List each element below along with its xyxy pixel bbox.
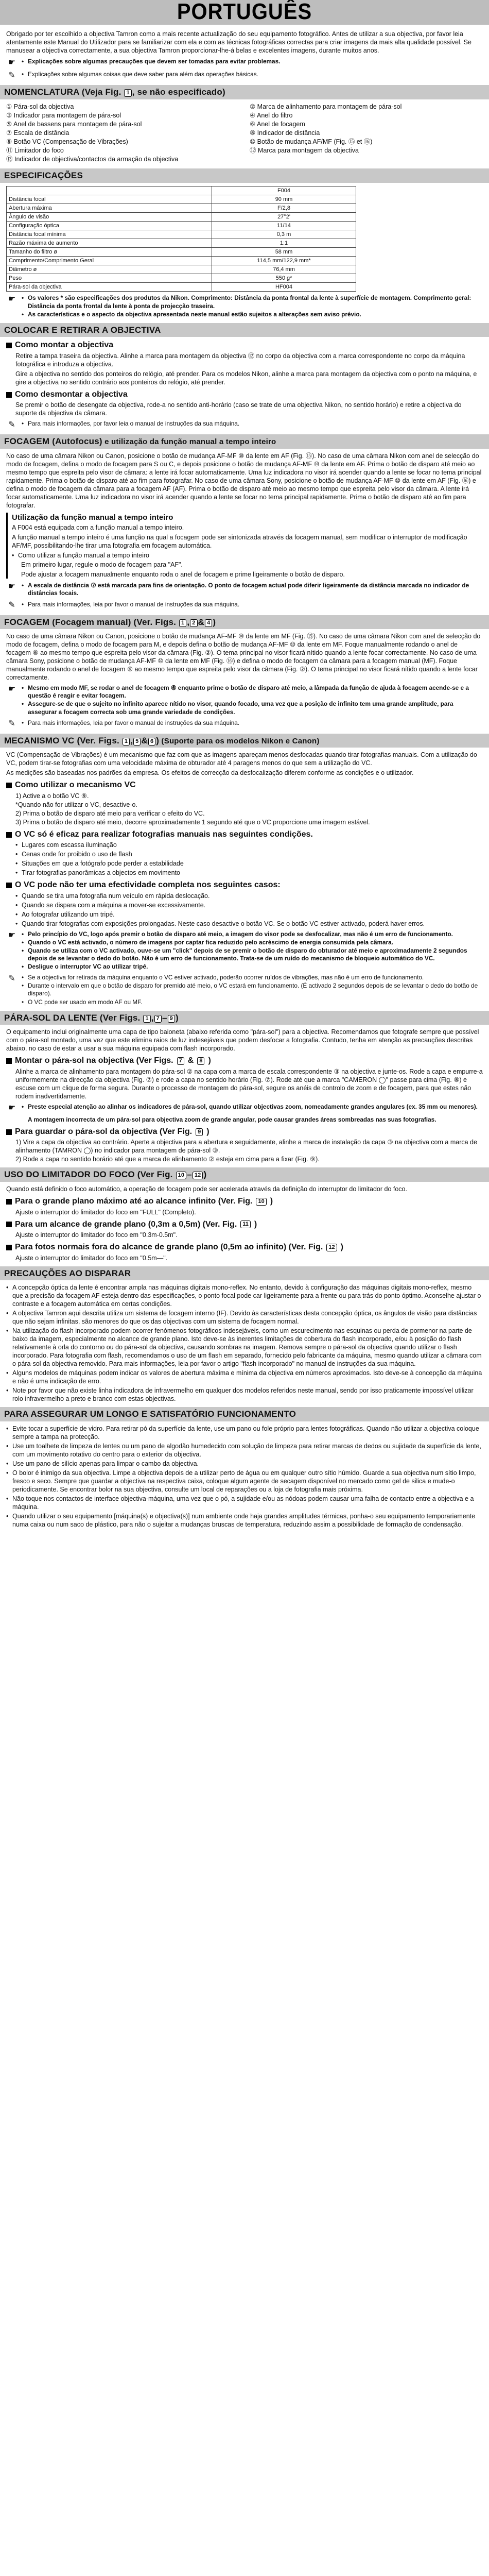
part-item: ③ Indicador para montagem de pára-sol xyxy=(6,111,121,119)
fig-badge: 1 xyxy=(124,89,131,97)
list-item: • A concepção óptica da lente é encontrar ampla nas máquinas digitais mono-reflex. No entanto, devido à configuração das máquinas digitais mono-reflex, mesmo que a precisão da focagem AF esteja dentro das especificações, o ponto focal pode car ligeiramente para a frente ou para trás do ponto óptimo. Aconselhe ajustar o contraste e a focagem automática em certas condições. xyxy=(6,1283,483,1308)
spec-notes xyxy=(6,294,483,318)
unmount-text: Se premir o botão de desengate da objectiva, rode-a no sentido anti-horário (caso se trate de uma objectiva Nikon, no sentido horário) e retire a objectiva do suporte da objectiva da câmara. xyxy=(15,401,462,417)
list-item: • A objectiva Tamron aqui descrita utiliza um sistema de focagem interno (IF). Devido às características desta concepção óptica, os ângulos de visão para distâncias que não sejam infinitas, são menores do que os das objectivas com um sistema de focagem normal. xyxy=(6,1309,483,1326)
spec-value: 114,5 mm/122,9 mm* xyxy=(212,257,356,265)
table-row xyxy=(7,204,356,212)
caution-hand-icon: ☛ xyxy=(8,1103,16,1112)
precautions-list xyxy=(6,1283,483,1403)
fig-badge: 1 xyxy=(123,738,130,745)
hood-text: O equipamento inclui originalmente uma capa de tipo baioneta (abaixo referida como "pára-sol") para a objectiva. Recomendamos que fotografe sempre que possível com o pára-sol montado, uma vez que este elimina raios de luz indesejáveis que podem desfocar a fotografia. Contudo, tenha em atenção as precauções descritas abaixo, no caso de estar a usar a sua máquina equipada com flash incorporado. xyxy=(6,1028,479,1053)
fig-badge: 10 xyxy=(256,1198,266,1206)
section-focus-limiter: USO DO LIMITADOR DO FOCO (Ver Fig. 10 – 12 ) xyxy=(0,1167,489,1182)
memo-pencil-icon: ✎ xyxy=(8,71,15,80)
attach-note: ✎ • Para mais informações, por favor leia o manual de instruções da sua máquina. xyxy=(6,420,483,430)
bullet-square-icon xyxy=(6,392,12,398)
manual-page: PORTUGUÊS Obrigado por ter escolhido a objectiva Tamron como a mais recente actualização do seu equipamento fotográfico. Antes de utilizar a sua objectiva, por favor leia atentamente este Manual do Utilizador para se familiarizar com ela e com as técnicas fotográficas correctas para criar imagens da mais alta qualidade possível. Se manusear a objectiva correctamente, a sua objectiva Tamron proporcionar-lhe-á belas e excelentes imagens, durante muitos anos. ☛ • Explicações sobre algumas precauções que devem ser tomadas para evitar problemas. ✎ • Explicações sobre algumas coisas que deve saber para além das operações básicas. NOMENCLATURA (Veja Fig. 1 , se não especificado) ① Pára-sol da objectiva ③ Indicador para montagem de pára-sol ⑤ Anel de bassens para montagem de pára-sol ⑦ Escala de distância ⑨ Botão VC (Compensação de Vibrações) ⑪ Limitador do foco ⑬ Indicador de objectiva/contactos da armação da objectiva ② Marca de alinhamento para montagem de pára-sol ④ Anel do filtro ⑥ Anel de focagem ⑧ Indicador de distância ⑩ Botão de mudança AF/MF (Fig. ⑮ et ⑯) ⑫ Marca para montagem da objectiva ESPECIFICAÇÕES F004 Distância focal 90 mm Abertura máxima F/2,8 Ângulo de visão 27°2' Configuração óptica 11/14 Distância focal mínima 0,3 m Razão máxima de aumento 1:1 Tamanho do filtro ø 58 mm Comprimento/Comprimento Geral 114,5 mm/122,9 mm* Diâmetro ø 76,4 mm Peso 550 g* Pára-sol da objectiva HF004 ☛ • Os valores * são especificações dos produtos da Nikon. Comprimento: Distância da ponta frontal da lente à superfície de montagem. Comprimento geral: Distância da ponta frontal da lente à ponta de projecção traseira. • As características e o aspecto da objectiva apresentada neste manual estão sujeitos a alterações sem aviso prévio. COLOCAR E RETIRAR A OBJECTIVA Como montar a objectiva Retire a tampa traseira da objectiva. Alinhe a marca para montagem da objectiva ⑫ no corpo da objectiva com a marca correspondente no corpo da máquina fotográfica e introduza a objectiva. Gire a objectiva no sentido dos ponteiros do relógio, até prender. Para os modelos Nikon, alinhe a marca para montagem da objectiva com o ponto na máquina, e gire a objectiva no sentido contrário aos ponteiros do relógio, até prender. Como desmontar a objectiva Se premir o botão de desengate da objectiva, rode-a no sentido anti-horário (caso se trate de uma objectiva Nikon, no sentido horário) e retire a objectiva do suporte da objectiva da câmara. ✎ • Para mais informações, por favor leia o manual de instruções da sua máquina. FOCAGEM (Autofocus) e utilização da função manual a tempo inteiro No caso de uma câmara Nikon ou Canon, posicione o botão de mudança AF-MF ⑩ da lente em AF (Fig. ⑮). No caso de uma câmara Nikon com anel de selecção do modo de focagem, defina o modo de focagem para S ou C, e depois posicione o botão de mudança AF-MF ⑩ da lente em AF. Prima o botão de disparo até meio ao mesmo tempo que espreita pelo visor de câmara: a lente irá focar automaticamente. Uma luz indicadora no visor irá acender quando a lente se focar no tema principal rapidamente. Prima o botão de disparo até ao fim para fotografar. No caso de uma câmara Sony, posicione o botão de mudança AF-MF ⑩ da lente em AF (Fig. ⑯) e defina o modo de focagem da câmara para a focagem AF (AF). Prima o botão de disparo até meio ao mesmo tempo que espreita pelo visor da câmara. A lente irá focar automaticamente. Uma luz indicadora no visor irá acender quando a lente se focar no tema principal rapidamente. Prima o botão de disparo até ao fim para fotografar. Utilização da função manual a tempo inteiro A F004 está equipada com a função manual a tempo inteiro. A função manual a tempo inteiro é uma função na qual a focagem pode ser sintonizada através da focagem manual, sem modificar o interruptor de modificação AF/MF, possibilitando-lhe tirar uma fotografia em focagem automática. • Como utilizar a função manual a tempo inteiro Em primeiro lugar, regule o modo de focagem para "AF". Pode ajustar a focagem manualmente enquanto roda o anel de focagem e prime ligeiramente o botão de disparo. ☛ • A escala de distância ⑦ está marcada para fins de orientação. O ponto de focagem actual pode diferir ligeiramente da distância marcada no indicador de distâncias focais. ✎ • Para mais informações, leia por favor o manual de instruções da sua máquina. FOCAGEM (Focagem manual) (Ver. Figs. 1 , 2 & 4 ) No caso de uma câmara Nikon ou Canon, posicione o botão de mudança AF-MF ⑩ da lente em MF (Fig. ⑮). No caso de uma câmara Nikon com anel de selecção do modo de focagem, defina o modo de focagem para M, e depois defina o botão de mudança AF-MF ⑩ da lente em MF. Foque manualmente rodando o anel de focagem ⑥ ao mesmo tempo que espreita pelo visor da câmara (Fig. ②). O tema principal no visor ficará nítido quando a lente focar correctamente. No caso de uma câmara Sony, posicione o botão de mudança AF-MF ⑩ da lente em MF (Fig. ⑯) e defina o modo de focagem da câmara para a focagem manual (MF). Foque manualmente rodando o anel de focagem ⑥ ao mesmo tempo que espreita pelo visor da câmara (Fig. ②). O tema principal no visor ficará nítido quando a lente focar correctamente. ☛ • Mesmo em modo MF, se rodar o anel de focagem ⑥ enquanto prime o botão de disparo até meio, a lâmpada da função de ajuda à focagem acende-se e a questão é reagir e evitar focagem. • Assegure-se de que o sujeito no infinito aparece nítido no visor, quando focado, uma vez que a posição de infinito tem uma grande amplitude, para assegurar a focagem correcta sob uma grande variedade de condições. ✎ • Para mais informações, leia por favor o manual de instruções da sua máquina. MECANISMO VC (Ver. Figs. 1 , 5 & 6 ) (Suporte para os modelos Nikon e Canon) VC (Compensação de Vibrações) é um mecanismo que faz com que as imagens apareçam menos desfocadas quando tirar fotografias manuais. Com a utilização do VC, podem tirar-se fotografias com uma velocidade máxima de obturador até 4 paragens menos do que sem a utilização do VC. As medições são baseadas nos padrões da empresa. Os efeitos de correcção da desfocalização diferem conforme as condições e o utilizador. Como utilizar o mecanismo VC 1) Active a o botão VC ⑨. *Quando não for utilizar o VC, desactive-o. 2) Prima o botão de disparo até meio para verificar o efeito do VC. 3) Prima o botão de disparo até meio, decorre aproximadamente 1 segundo até que o VC proporcione uma imagem estável. O VC só é eficaz para realizar fotografias manuais nas seguintes condições. • Lugares com escassa iluminação • Cenas onde for proibido o uso de flash • Situações em que a fotógrafo pode perder a estabilidade • Tirar fotografias panorâmicas a objectos em movimento O VC pode não ter uma efectividade completa nos seguintes casos: • Quando se tira uma fotografia num veículo em rápida deslocação. • Quando se dispara com a máquina a mover-se excessivamente. • Ao fotografar utilizando um tripé. • Quando tirar fotografias com exposições prolongadas. Neste caso desactive o botão VC. Se o botão VC estiver activado, poderá haver erros. ☛ • Pelo princípio do VC, logo após premir o botão de disparo até meio, a imagem do visor pode se desfocalizar, mas não é um erro de funcionamento. • Quando o VC está activado, o número de imagens por captar fica reduzido pelo acréscimo de energia consumida pela câmara. • Quando se utiliza com o VC activado, ouve-se um "click" depois de se premir o botão de disparo do obturador até meio e aproximadamente 2 segundos depois de se levantar o dedo do botão. Não é um erro de funcionamento. Trata-se de um ruído do mecanismo de bloqueio automático do VC. • Desligue o interruptor VC ao utilizar tripé. ✎ • Se a objectiva for retirada da máquina enquanto o VC estiver activado, poderão ocorrer ruídos de vibrações, mas não é um erro de funcionamento. • Durante o intervalo em que o botão de disparo for premido até meio, o VC estará em funcionamento. (É activado 2 segundos depois de se levantar o dedo do botão de disparo). • O VC pode ser usado em modo AF ou MF. PÁRA-SOL DA LENTE (Ver Figs. 1 , 7 – 9 ) O equipamento inclui originalmente uma capa de tipo baioneta (abaixo referida como "pára-sol") para a objectiva. Recomendamos que fotografe sempre que possível com o pára-sol montado, uma vez que este elimina raios de luz indesejáveis que podem desfocar a fotografia. Contudo, tenha em atenção as precauções descritas abaixo, no caso de estar a usar a sua máquina equipada com flash incorporado. Montar o pára-sol na objectiva (Ver Figs. 7 & 8 ) Alinhe a marca de alinhamento para montagem do pára-sol ② na capa com a marca de escala correspondente ③ na objectiva e junte-os. Rode a capa e empurre-a uniformemente na direcção da objectiva (Fig. ⑦) e rode a capa no sentido horário (Fig. ⑦). Rode até que a marca "CAMERON ◯" passe para cima (Fig. ⑧) e escuse com um clique de forma segura. Durante o processo de montagem do pára-sol, segure os anéis de controlo de zoom e de focagem, para que estes não rodem inadvertidamente. ☛ • Preste especial atenção ao alinhar os indicadores de pára-sol, quando utilizar objectivas zoom, nomeadamente grandes angulares (ex. 35 mm ou menores). A montagem incorrecta de um pára-sol para objectiva zoom de grande angular, pode causar grandes áreas sombreadas nas suas fotografias. Para guardar o pára-sol da objectiva (Ver Fig. 9 ) 1) Vire a capa da objectiva ao contrário. Aperte a objectiva para a abertura e seguidamente, alinhe a marca de instalação da capa ③ na objectiva com a marca de alinhamento (TAMRON ◯) no indicador para montagem de pára-sol ③. 2) Rode a capa no sentido horário até que a marca de alinhamento ② esteja em cima para a fixar (Fig. ⑨). USO DO LIMITADOR DO FOCO (Ver Fig. 10 – 12 ) Quando está definido o foco automático, a operação de focagem pode ser acelerada através da definição do interruptor do limitador do foco. Para o grande plano máximo até ao alcance infinito (Ver. Fig. 10 ) Ajuste o interruptor do limitador do foco em "FULL" (Completo). Para um alcance de grande plano (0,3m a 0,5m) (Ver. Fig. 11 ) Ajuste o interruptor do limitador do foco em "0.3m-0.5m". Para fotos normais fora do alcance de grande plano (0,5m ao infinito) (Ver. Fig. 12 ) Ajuste o interruptor do limitador do foco em "0.5m—". PRECAUÇÕES AO DISPARAR • A concepção óptica da lente é encontrar ampla nas máquinas digitais mono-reflex. No entanto, devido à configuração das máquinas digitais mono-reflex, mesmo que a precisão da focagem AF esteja dentro das especificações, o ponto focal pode car ligeiramente para a frente ou para trás do ponto óptimo. Aconselhe ajustar o contraste e a focagem automática em certas condições. • A objectiva Tamron aqui descrita utiliza um sistema de focagem interno (IF). Devido às características desta concepção óptica, os ângulos de visão para distâncias que não sejam infinitas, são menores do que os das objectivas com um sistema de focagem normal. • Na utilização do flash incorporado podem ocorrer fenómenos fotográficos indesejáveis, como um escurecimento nas esquinas ou perda de pormenor na parte de baixo da imagem, especialmente no alcance de grande plano. Isto deve-se às inerentes limitações de cobertura do flash incorporado, e/ou à posição do flash relativamente à orla do contorno ou do pára-sol da objectiva, causando sombras na imagem. Remova sempre o pára-sol da objectiva quando utilizar o flash incorporado. Para fotografia com flash, recomendamos o uso de um flash em separado, fornecido pelo fabricante da máquina, mesmo quando utilizar a câmara com o pára-sol da objectiva removido. Para mais informações, leia por favor o artigo "flash incorporado" no manual de instruções da sua máquina. • Alguns modelos de máquinas podem indicar os valores de abertura máxima e mínima da objectiva em números aproximados. Isto deve-se à concepção da máquina e não é uma indicação de erro. • Note por favor que não existe linha indicadora de infravermelho em qualquer dos modelos referidos neste manual, sendo por isso praticamente impossível utilizar rolo infravermelho a preto e branco com estas objectivas. PARA ASSEGURAR UM LONGO E SATISFATÓRIO FUNCIONAMENTO • Evite tocar a superfície de vidro. Para retirar pó da superfície da lente, use um pano ou fole próprio para lentes fotográficas. Quando não utilizar a objectiva coloque sempre a tampa na protecção. • Use um toalhete de limpeza de lentes ou um pano de algodão humedecido com solução de limpeza para retirar marcas de dedos ou sujidade da superfície da lente, com um movimento rotativo do centro para o exterior da objectiva. • Use um pano de silício apenas para limpar o cambo da objectiva. • O bolor é inimigo da sua objectiva. Limpe a objectiva depois de a utilizar perto de água ou em qualquer outro sítio húmido. Guarde a sua objectiva num sítio limpo, fresco e seco. Sempre que guardar a objectiva na respectiva caixa, coloque algum agente de secagem disponível no mercado como gel de silica e mude-o periodicamente. Se encontrar bolor na sua objectiva, consulte um local de reparações ou a loja de fotografia mais próxima. • Não toque nos contactos de interface objectiva-máquina, uma vez que o pó, a sujidade e/ou as nódoas podem causar uma falha de contacto entre a objectiva e a máquina. • Quando utilizar o seu equipamento [máquina(s) e objectiva(s)] num ambiente onde haja grandes amplitudes térmicas, ponha-o seu equipamento temporariamente numa caixa ou num saco de plástico, para não o sujeitar a mudanças bruscas de temperatura, reduzindo assim a possibilidade de formação de condensação. xyxy=(0,0,489,1540)
table-row xyxy=(7,212,356,221)
mount-text-2: Gire a objectiva no sentido dos ponteiros do relógio, até prender. Para os modelos Nikon, alinhe a marca para montagem da objectiva com o ponto na máquina, e gire a objectiva no sentido contrário aos ponteiros do relógio, até prender. xyxy=(15,370,477,386)
list-item: • Quando utilizar o seu equipamento [máquina(s) e objectiva(s)] num ambiente onde haja grandes amplitudes térmicas, ponha-o seu equipamento temporariamente numa caixa ou num saco de plástico, para não o sujeitar a mudanças bruscas de temperatura, reduzindo assim a possibilidade de formação de condensação. xyxy=(6,1512,483,1529)
bullet-square-icon xyxy=(6,783,12,788)
mount-heading: Como montar a objectiva xyxy=(6,340,483,350)
table-row xyxy=(7,274,356,283)
part-item: ⑬ Indicador de objectiva/contactos da armação da objectiva xyxy=(6,155,179,163)
vc-text: VC (Compensação de Vibrações) é um mecanismo que faz com que as imagens apareçam menos desfocadas quando tirar fotografias manuais. Com a utilização do VC, podem tirar-se fotografias com uma velocidade máxima de obturador até 4 paragens menos do que sem a utilização do VC. xyxy=(6,751,477,767)
section-autofocus: FOCAGEM (Autofocus) e utilização da função manual a tempo inteiro xyxy=(0,434,489,449)
spec-value: 27°2' xyxy=(212,212,356,221)
spec-value: 90 mm xyxy=(212,195,356,204)
fulltime-title: Utilização da função manual a tempo inteiro xyxy=(12,513,173,522)
bullet-square-icon xyxy=(6,1199,12,1205)
hood-note-2: A montagem incorrecta de um pára-sol para objectiva zoom de grande angular, pode causar grandes áreas sombreadas nas suas fotografias. xyxy=(28,1115,436,1123)
table-row xyxy=(7,283,356,292)
bullet-square-icon xyxy=(6,883,12,888)
memo-pencil-icon: ✎ xyxy=(8,601,15,610)
hood-mount-heading: Montar o pára-sol na objectiva (Ver Figs. 7 & 8 ) xyxy=(6,1056,483,1066)
intro-text: Obrigado por ter escolhido a objectiva Tamron como a mais recente actualização do seu equipamento fotográfico. Antes de utilizar a sua objectiva, por favor leia atentamente este Manual do Utilizador para se familiarizar com ela e com as técnicas fotográficas correctas para criar imagens da mais alta qualidade possível. Se manusear a objectiva correctamente, a sua objectiva Tamron proporcionar-lhe-á belas e excelentes imagens, durante muitos anos. xyxy=(6,30,471,54)
section-precautions: PRECAUÇÕES AO DISPARAR xyxy=(0,1266,489,1281)
fig-badge: 1 xyxy=(179,619,186,627)
fig-badge: 12 xyxy=(193,1172,203,1179)
section-title: NOMENCLATURA (Veja Fig. xyxy=(4,87,121,97)
vc-effective-heading: O VC só é eficaz para realizar fotografias manuais nas seguintes condições. xyxy=(6,829,483,840)
spec-value: 58 mm xyxy=(212,248,356,257)
spec-value: 76,4 mm xyxy=(212,265,356,274)
table-row xyxy=(7,257,356,265)
limiter-text: Quando está definido o foco automático, a operação de focagem pode ser acelerada através da definição do interruptor do limitador do foco. xyxy=(6,1185,407,1193)
part-item: ① Pára-sol da objectiva xyxy=(6,103,74,110)
section-care: PARA ASSEGURAR UM LONGO E SATISFATÓRIO FUNCIONAMENTO xyxy=(0,1407,489,1421)
fig-badge: 5 xyxy=(133,738,141,745)
bullet-square-icon xyxy=(6,832,12,838)
spec-label: Ângulo de visão xyxy=(7,212,212,221)
part-item: ④ Anel do filtro xyxy=(250,111,293,119)
mount-text: Retire a tampa traseira da objectiva. Alinhe a marca para montagem da objectiva ⑫ no corpo da objectiva com a marca correspondente no corpo da máquina fotográfica e introduza a objectiva. xyxy=(15,352,465,368)
memo-pencil-icon: ✎ xyxy=(8,420,15,430)
info-note xyxy=(6,71,483,81)
spec-value: 11/14 xyxy=(212,221,356,230)
fig-badge: 8 xyxy=(197,1057,204,1065)
vc-not-effective-heading: O VC pode não ter uma efectividade completa nos seguintes casos: xyxy=(6,880,483,890)
spec-value: 550 g* xyxy=(212,274,356,283)
table-row xyxy=(7,221,356,230)
part-item: ⑤ Anel de bassens para montagem de pára-sol xyxy=(6,120,142,128)
list-item: • O bolor é inimigo da sua objectiva. Limpe a objectiva depois de a utilizar perto de água ou em qualquer outro sítio húmido. Guarde a sua objectiva num sítio limpo, fresco e seco. Sempre que guardar a objectiva na respectiva caixa, coloque algum agente de secagem disponível no mercado como gel de silica e mude-o periodicamente. Se encontrar bolor na sua objectiva, consulte um local de reparações ou a loja de fotografia mais próxima. xyxy=(6,1469,483,1494)
spec-label: Peso xyxy=(7,274,212,283)
bullet-square-icon xyxy=(6,1058,12,1064)
table-row xyxy=(7,230,356,239)
part-item: ⑪ Limitador do foco xyxy=(6,146,64,154)
caution-note xyxy=(6,58,483,68)
section-attach xyxy=(0,323,489,337)
fig-badge: 2 xyxy=(190,619,197,627)
parts-list xyxy=(6,103,483,164)
limiter-item-heading: Para um alcance de grande plano (0,3m a 0,5m) (Ver. Fig. 11 ) xyxy=(6,1219,483,1230)
section-specs xyxy=(0,168,489,183)
spec-note: • As características e o aspecto da objectiva apresentada neste manual estão sujeitos a alterações sem aviso prévio. xyxy=(22,311,483,318)
spec-table xyxy=(6,186,356,292)
af-text: No caso de uma câmara Nikon ou Canon, posicione o botão de mudança AF-MF ⑩ da lente em AF (Fig. ⑮). No caso de uma câmara Nikon com anel de selecção do modo de focagem, defina o modo de focagem para S ou C, e depois posicione o botão de mudança AF-MF ⑩ da lente em AF. Prima o botão de disparo até meio ao mesmo tempo que espreita pelo visor de câmara: a lente irá focar automaticamente. Uma luz indicadora no visor irá acender quando a lente se focar no tema principal rapidamente. Prima o botão de disparo até ao fim para fotografar. No caso de uma câmara Sony, posicione o botão de mudança AF-MF ⑩ da lente em AF (Fig. ⑯) e defina o modo de focagem da câmara para a focagem AF (AF). Prima o botão de disparo até meio ao mesmo tempo que espreita pelo visor da câmara. A lente irá focar automaticamente. Uma luz indicadora no visor irá acender quando a lente se focar no tema principal rapidamente. Prima o botão de disparo até ao fim para fotografar. xyxy=(6,452,482,510)
spec-label: Tamanho do filtro ø xyxy=(7,248,212,257)
spec-note: • Os valores * são especificações dos produtos da Nikon. Comprimento: Distância da ponta frontal da lente à superfície de montagem. Comprimento geral: Distância da ponta frontal da lente à ponta de projecção traseira. xyxy=(22,294,483,310)
fig-badge: 12 xyxy=(326,1244,337,1251)
spec-label: Configuração óptica xyxy=(7,221,212,230)
af-note-info: ✎ • Para mais informações, leia por favor o manual de instruções da sua máquina. xyxy=(6,601,483,611)
fig-badge: 11 xyxy=(240,1221,251,1228)
page-title: PORTUGUÊS xyxy=(177,0,312,25)
bullet-square-icon xyxy=(6,1129,12,1135)
caution-hand-icon: ☛ xyxy=(8,295,16,304)
af-note-caution: ☛ • A escala de distância ⑦ está marcada para fins de orientação. O ponto de focagem actual pode diferir ligeiramente da distância marcada no indicador de distâncias focais. xyxy=(6,582,483,598)
vc-notes-caution: ☛ • Pelo princípio do VC, logo após premir o botão de disparo até meio, a imagem do visor pode se desfocalizar, mas não é um erro de funcionamento. • Quando o VC está activado, o número de imagens por captar fica reduzido pelo acréscimo de energia consumida pela câmara. • Quando se utiliza com o VC activado, ouve-se um "click" depois de se premir o botão de disparo do obturador até meio e aproximadamente 2 segundos depois de se levantar o dedo do botão. Não é um erro de funcionamento. Trata-se de um ruído do mecanismo de bloqueio automático do VC. • Desligue o interruptor VC ao utilizar tripé. xyxy=(6,930,483,971)
spec-label: Razão máxima de aumento xyxy=(7,239,212,247)
list-item: • Na utilização do flash incorporado podem ocorrer fenómenos fotográficos indesejáveis, como um escurecimento nas esquinas ou perda de pormenor na parte de baixo da imagem, especialmente no alcance de grande plano. Isto deve-se às inerentes limitações de cobertura do flash incorporado, e/ou à posição do flash relativamente à orla do contorno ou do pára-sol da objectiva, causando sombras na imagem. Remova sempre o pára-sol da objectiva quando utilizar o flash incorporado. Para fotografia com flash, recomendamos o uso de um flash em separado, fornecido pelo fabricante da máquina, mesmo quando utilizar a câmara com o pára-sol da objectiva removido. Para mais informações, leia por favor o artigo "flash incorporado" no manual de instruções da sua máquina. xyxy=(6,1327,483,1368)
list-item: • Evite tocar a superfície de vidro. Para retirar pó da superfície da lente, use um pano ou fole próprio para lentes fotográficas. Quando não utilizar a objectiva coloque sempre a tampa na protecção. xyxy=(6,1425,483,1441)
part-item: ⑩ Botão de mudança AF/MF (Fig. ⑮ et ⑯) xyxy=(250,138,373,145)
mf-text: No caso de uma câmara Nikon ou Canon, posicione o botão de mudança AF-MF ⑩ da lente em MF (Fig. ⑮). No caso de uma câmara Nikon com anel de selecção do modo de focagem, defina o modo de focagem para M, e depois defina o botão de mudança AF-MF ⑩ da lente em MF. Foque manualmente rodando o anel de focagem ⑥ ao mesmo tempo que espreita pelo visor da câmara (Fig. ②). O tema principal no visor ficará nítido quando a lente focar correctamente. No caso de uma câmara Sony, posicione o botão de mudança AF-MF ⑩ da lente em MF (Fig. ⑯) e defina o modo de focagem da câmara para a focagem manual (MF). Foque manualmente rodando o anel de focagem ⑥ ao mesmo tempo que espreita pelo visor da câmara (Fig. ②). O tema principal no visor ficará nítido quando a lente focar correctamente. xyxy=(6,633,481,682)
list-item: • Alguns modelos de máquinas podem indicar os valores de abertura máxima e mínima da objectiva em números aproximados. Isto deve-se à concepção da máquina e não é uma indicação de erro. xyxy=(6,1369,483,1385)
bullet-square-icon xyxy=(6,1222,12,1227)
limiter-item-heading: Para fotos normais fora do alcance de grande plano (0,5m ao infinito) (Ver. Fig. 12 ) xyxy=(6,1242,483,1252)
spec-label: Abertura máxima xyxy=(7,204,212,212)
section-vc: MECANISMO VC (Ver. Figs. 1 , 5 & 6 ) (Suporte para os modelos Nikon e Canon) xyxy=(0,734,489,748)
part-item: ⑥ Anel de focagem xyxy=(250,120,305,128)
bullet-square-icon xyxy=(6,1245,12,1250)
mf-notes-caution: ☛ • Mesmo em modo MF, se rodar o anel de focagem ⑥ enquanto prime o botão de disparo até meio, a lâmpada da função de ajuda à focagem acende-se e a questão é reagir e evitar focagem. • Assegure-se de que o sujeito no infinito aparece nítido no visor, quando focado, uma vez que a posição de infinito tem uma grande amplitude, para assegurar a focagem correcta sob uma grande variedade de condições. xyxy=(6,684,483,716)
part-item: ⑨ Botão VC (Compensação de Vibrações) xyxy=(6,138,128,145)
table-row xyxy=(7,239,356,247)
list-item: • Use um toalhete de limpeza de lentes ou um pano de algodão humedecido com solução de limpeza para retirar marcas de dedos ou sujidade da superfície da lente, com um movimento rotativo do centro para o exterior da objectiva. xyxy=(6,1442,483,1459)
fig-badge: 10 xyxy=(176,1172,187,1179)
part-item: ⑫ Marca para montagem da objectiva xyxy=(250,146,359,154)
bullet-square-icon xyxy=(6,343,12,348)
part-item: ② Marca de alinhamento para montagem de pára-sol xyxy=(250,103,402,110)
spec-value: 1:1 xyxy=(212,239,356,247)
part-item: ⑧ Indicador de distância xyxy=(250,129,320,137)
spec-model: F004 xyxy=(212,186,356,195)
vc-notes-info: ✎ • Se a objectiva for retirada da máquina enquanto o VC estiver activado, poderão ocorrer ruídos de vibrações, mas não é um erro de funcionamento. • Durante o intervalo em que o botão de disparo for premido até meio, o VC estará em funcionamento. (É activado 2 segundos depois de se levantar o dedo do botão de disparo). • O VC pode ser usado em modo AF ou MF. xyxy=(6,974,483,1006)
list-item: • Não toque nos contactos de interface objectiva-máquina, uma vez que o pó, a sujidade e/ou as nódoas podem causar uma falha de contacto entre a objectiva e a máquina. xyxy=(6,1495,483,1511)
fig-badge: 9 xyxy=(196,1128,203,1136)
section-title: COLOCAR E RETIRAR A OBJECTIVA xyxy=(4,325,161,335)
fig-badge: 1 xyxy=(143,1015,150,1023)
fig-badge: 9 xyxy=(168,1015,175,1023)
fig-badge: 7 xyxy=(177,1057,184,1065)
spec-label: Pára-sol da objectiva xyxy=(7,283,212,292)
unmount-heading: Como desmontar a objectiva xyxy=(6,389,483,400)
section-title: ESPECIFICAÇÕES xyxy=(4,170,83,180)
fig-badge: 7 xyxy=(154,1015,162,1023)
caution-hand-icon: ☛ xyxy=(8,685,16,694)
table-row xyxy=(7,265,356,274)
caution-hand-icon: ☛ xyxy=(8,930,16,940)
spec-label: Comprimento/Comprimento Geral xyxy=(7,257,212,265)
caution-hand-icon: ☛ xyxy=(8,58,16,67)
fig-badge: 6 xyxy=(148,738,155,745)
spec-value: F/2,8 xyxy=(212,204,356,212)
spec-label: Distância focal xyxy=(7,195,212,204)
caution-hand-icon: ☛ xyxy=(8,582,16,591)
section-manual-focus: FOCAGEM (Focagem manual) (Ver. Figs. 1 , 2 & 4 ) xyxy=(0,615,489,630)
table-row xyxy=(7,248,356,257)
care-list xyxy=(6,1425,483,1529)
spec-value: 0,3 m xyxy=(212,230,356,239)
spec-label: Distância focal mínima xyxy=(7,230,212,239)
hood-notes: ☛ • Preste especial atenção ao alinhar os indicadores de pára-sol, quando utilizar objectivas zoom, nomeadamente grandes angulares (ex. 35 mm ou menores). xyxy=(6,1103,483,1113)
spec-label: Diâmetro ø xyxy=(7,265,212,274)
hood-store-heading: Para guardar o pára-sol da objectiva (Ver Fig. 9 ) xyxy=(6,1127,483,1137)
vc-use-heading: Como utilizar o mecanismo VC xyxy=(6,780,483,790)
title-band xyxy=(0,0,489,25)
section-title-end: , se não especificado) xyxy=(132,87,225,97)
section-lens-hood: PÁRA-SOL DA LENTE (Ver Figs. 1 , 7 – 9 ) xyxy=(0,1011,489,1025)
limiter-item-heading: Para o grande plano máximo até ao alcance infinito (Ver. Fig. 10 ) xyxy=(6,1196,483,1207)
caution-note-text: • Explicações sobre algumas precauções que devem ser tomadas para evitar problemas. xyxy=(22,58,280,65)
vc-text-2: As medições são baseadas nos padrões da empresa. Os efeitos de correcção da desfocalização diferem conforme as condições e o utilizador. xyxy=(6,769,414,777)
fig-badge: 4 xyxy=(205,619,212,627)
part-item: ⑦ Escala de distância xyxy=(6,129,69,137)
hood-mount-text: Alinhe a marca de alinhamento para montagem do pára-sol ② na capa com a marca de escala correspondente ③ na objectiva e junte-os. Rode a capa e empurre-a uniformemente na direcção da objectiva (Fig. ⑦) e rode a capa no sentido horário (Fig. ⑦). Rode até que a marca "CAMERON ◯" passe para cima (Fig. ⑧) e escuse com um clique de forma segura. Durante o processo de montagem do pára-sol, segure os anéis de controlo de zoom e de focagem, para que estes não rodem inadvertidamente. xyxy=(15,1067,483,1100)
memo-pencil-icon: ✎ xyxy=(8,719,15,728)
memo-pencil-icon: ✎ xyxy=(8,974,15,984)
table-row xyxy=(7,195,356,204)
list-item: • Use um pano de silício apenas para limpar o cambo da objectiva. xyxy=(6,1460,483,1468)
section-nomenclature xyxy=(0,85,489,99)
info-note-text: • Explicações sobre algumas coisas que deve saber para além das operações básicas. xyxy=(22,71,258,78)
mf-note-info: ✎ • Para mais informações, leia por favor o manual de instruções da sua máquina. xyxy=(6,719,483,730)
fulltime-manual-box: Utilização da função manual a tempo inteiro A F004 está equipada com a função manual a tempo inteiro. A função manual a tempo inteiro é uma função na qual a focagem pode ser sintonizada através da focagem manual, sem modificar o interruptor de modificação AF/MF, possibilitando-lhe tirar uma fotografia em focagem automática. • Como utilizar a função manual a tempo inteiro Em primeiro lugar, regule o modo de focagem para "AF". Pode ajustar a focagem manualmente enquanto roda o anel de focagem e prime ligeiramente o botão de disparo. xyxy=(6,513,483,579)
list-item: • Note por favor que não existe linha indicadora de infravermelho em qualquer dos modelos referidos neste manual, sendo por isso praticamente impossível utilizar rolo infravermelho a preto e branco com estas objectivas. xyxy=(6,1386,483,1403)
spec-value: HF004 xyxy=(212,283,356,292)
